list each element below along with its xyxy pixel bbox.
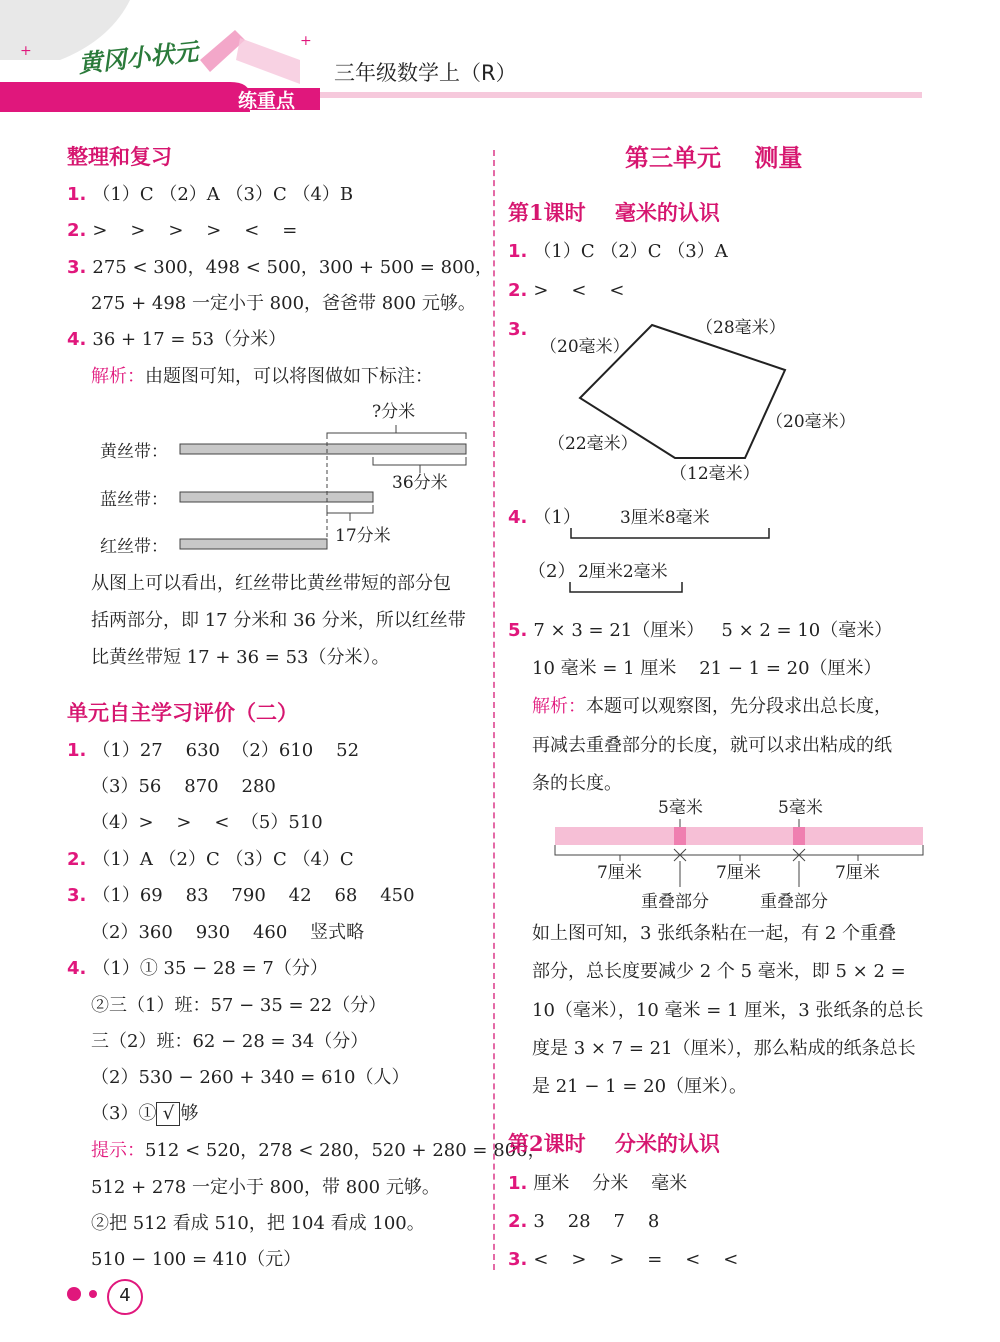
answer-line: 2. 3 28 7 8	[508, 1211, 660, 1232]
section-title-unit-eval: 单元自主学习评价（二）	[67, 700, 298, 725]
yellow-ribbon-label: 黄丝带：	[100, 442, 168, 462]
measure-bracket	[567, 580, 687, 598]
segment-label: 7厘米	[597, 863, 642, 883]
column-divider	[493, 150, 495, 1270]
side-label: （20毫米）	[540, 337, 630, 357]
paragraph-line: 是 21 − 1 = 20（厘米）。	[532, 1076, 748, 1097]
overlap-label: 重叠部分	[641, 892, 709, 912]
answer-line: 2. > < <	[508, 280, 625, 301]
ribbon-17-label: 17分米	[335, 526, 391, 546]
answer-line: ②把 512 看成 510，把 104 看成 100。	[91, 1213, 425, 1234]
paragraph-line: 比黄丝带短 17 + 36 = 53（分米）。	[91, 647, 390, 668]
logo-text: 黄冈小状元	[77, 37, 200, 79]
answer-line: （2）530 − 260 + 340 = 610（人）	[91, 1067, 410, 1088]
paragraph-line: 括两部分，即 17 分米和 36 分米，所以红丝带	[91, 610, 466, 631]
answer-line: 512 + 278 一定小于 800，带 800 元够。	[91, 1177, 440, 1198]
strip-graphic	[550, 815, 928, 895]
header-rule	[320, 92, 922, 98]
answer-line: 3.	[508, 319, 528, 340]
overlap-label: 重叠部分	[760, 892, 828, 912]
ribbon-unknown-label: ?分米	[372, 402, 416, 422]
side-label: （22毫米）	[548, 434, 638, 454]
answer-line: 2. > > > > < =	[67, 220, 298, 241]
answer-line: （4）> > < （5）510	[91, 812, 323, 833]
answer-line: 3. 275 < 300，498 < 500，300 + 500 = 800，	[67, 257, 493, 278]
answer-line: 10 毫米 = 1 厘米 21 − 1 = 20（厘米）	[532, 658, 882, 679]
answer-line: 4. （1）	[508, 507, 581, 528]
analysis-line: 条的长度。	[532, 773, 622, 794]
section-title-review: 整理和复习	[67, 144, 172, 169]
red-ribbon-label: 红丝带：	[100, 537, 168, 557]
answer-line: 3. （1）69 83 790 42 68 450	[67, 885, 415, 906]
answer-line: 275 + 498 一定小于 800，爸爸带 800 元够。	[91, 293, 476, 314]
hint-line: 提示：512 < 520，278 < 280，520 + 280 = 800，	[91, 1140, 546, 1161]
analysis-line: 解析：由题图可知，可以将图做如下标注：	[91, 366, 433, 387]
paragraph-line: 如上图可知，3 张纸条粘在一起，有 2 个重叠	[532, 923, 897, 944]
svg-text:+: +	[20, 43, 32, 59]
page-dot-large	[67, 1287, 81, 1301]
segment-label: 7厘米	[835, 863, 880, 883]
answer-line: 3. < > > = < <	[508, 1249, 739, 1270]
header-badge: 练重点	[238, 90, 296, 112]
answer-line: 5. 7 × 3 = 21（厘米） 5 × 2 = 10（毫米）	[508, 620, 893, 641]
page-dot-small	[89, 1290, 97, 1298]
answer-line: ②三（1）班：57 − 35 = 22（分）	[91, 995, 387, 1016]
lesson-title-2: 第2课时 分米的认识	[508, 1131, 720, 1156]
lesson-title-1: 第1课时 毫米的认识	[508, 200, 720, 225]
ribbon-36-label: 36分米	[392, 473, 448, 493]
analysis-line: 再减去重叠部分的长度，就可以求出粘成的纸	[532, 735, 892, 756]
unit-title: 第三单元 测量	[625, 143, 803, 172]
answer-line: 510 − 100 = 410（元）	[91, 1249, 302, 1270]
page-number: 4	[107, 1279, 143, 1315]
side-label: （28毫米）	[696, 318, 786, 338]
answer-line: （3）① √ 够	[91, 1103, 199, 1124]
answer-line: （2）	[528, 561, 576, 582]
overlap-mm-label: 5毫米	[778, 798, 823, 818]
measure-label: 2厘米2毫米	[578, 562, 668, 582]
answer-line: 4. 36 + 17 = 53（分米）	[67, 329, 287, 350]
answer-line: 1. （1）27 630 （2）610 52	[67, 740, 360, 761]
answer-line: （2）360 930 460 竖式略	[91, 922, 365, 943]
blue-ribbon-label: 蓝丝带：	[100, 490, 168, 510]
paragraph-line: 从图上可以看出，红丝带比黄丝带短的部分包	[91, 573, 451, 594]
overlap-mm-label: 5毫米	[658, 798, 703, 818]
answer-line: 三（2）班：62 − 28 = 34（分）	[91, 1031, 369, 1052]
paragraph-line: 度是 3 × 7 = 21（厘米），那么粘成的纸条总长	[532, 1038, 916, 1059]
answer-line: 4. （1）① 35 − 28 = 7（分）	[67, 958, 328, 979]
answer-line: 2. （1）A （2）C （3）C （4）C	[67, 849, 354, 870]
answer-line: （3）56 870 280	[91, 776, 276, 797]
side-label: （20毫米）	[766, 412, 856, 432]
answer-line: 1. （1）C （2）A （3）C （4）B	[67, 184, 354, 205]
answer-line: 1. 厘米 分米 毫米	[508, 1173, 688, 1194]
measure-bracket	[568, 526, 774, 544]
check-mark-icon: √	[156, 1102, 180, 1126]
paragraph-line: 部分，总长度要减少 2 个 5 毫米，即 5 × 2 =	[532, 961, 906, 982]
side-label: （12毫米）	[670, 464, 760, 484]
analysis-line: 解析：本题可以观察图，先分段求出总长度，	[532, 696, 892, 717]
page-title: 三年级数学上（R）	[334, 61, 517, 85]
measure-label: 3厘米8毫米	[620, 508, 710, 528]
paragraph-line: 10（毫米），10 毫米 = 1 厘米，3 张纸条的总长	[532, 1000, 924, 1021]
svg-text:+: +	[300, 33, 312, 49]
answer-line: 1. （1）C （2）C （3）A	[508, 241, 728, 262]
segment-label: 7厘米	[716, 863, 761, 883]
